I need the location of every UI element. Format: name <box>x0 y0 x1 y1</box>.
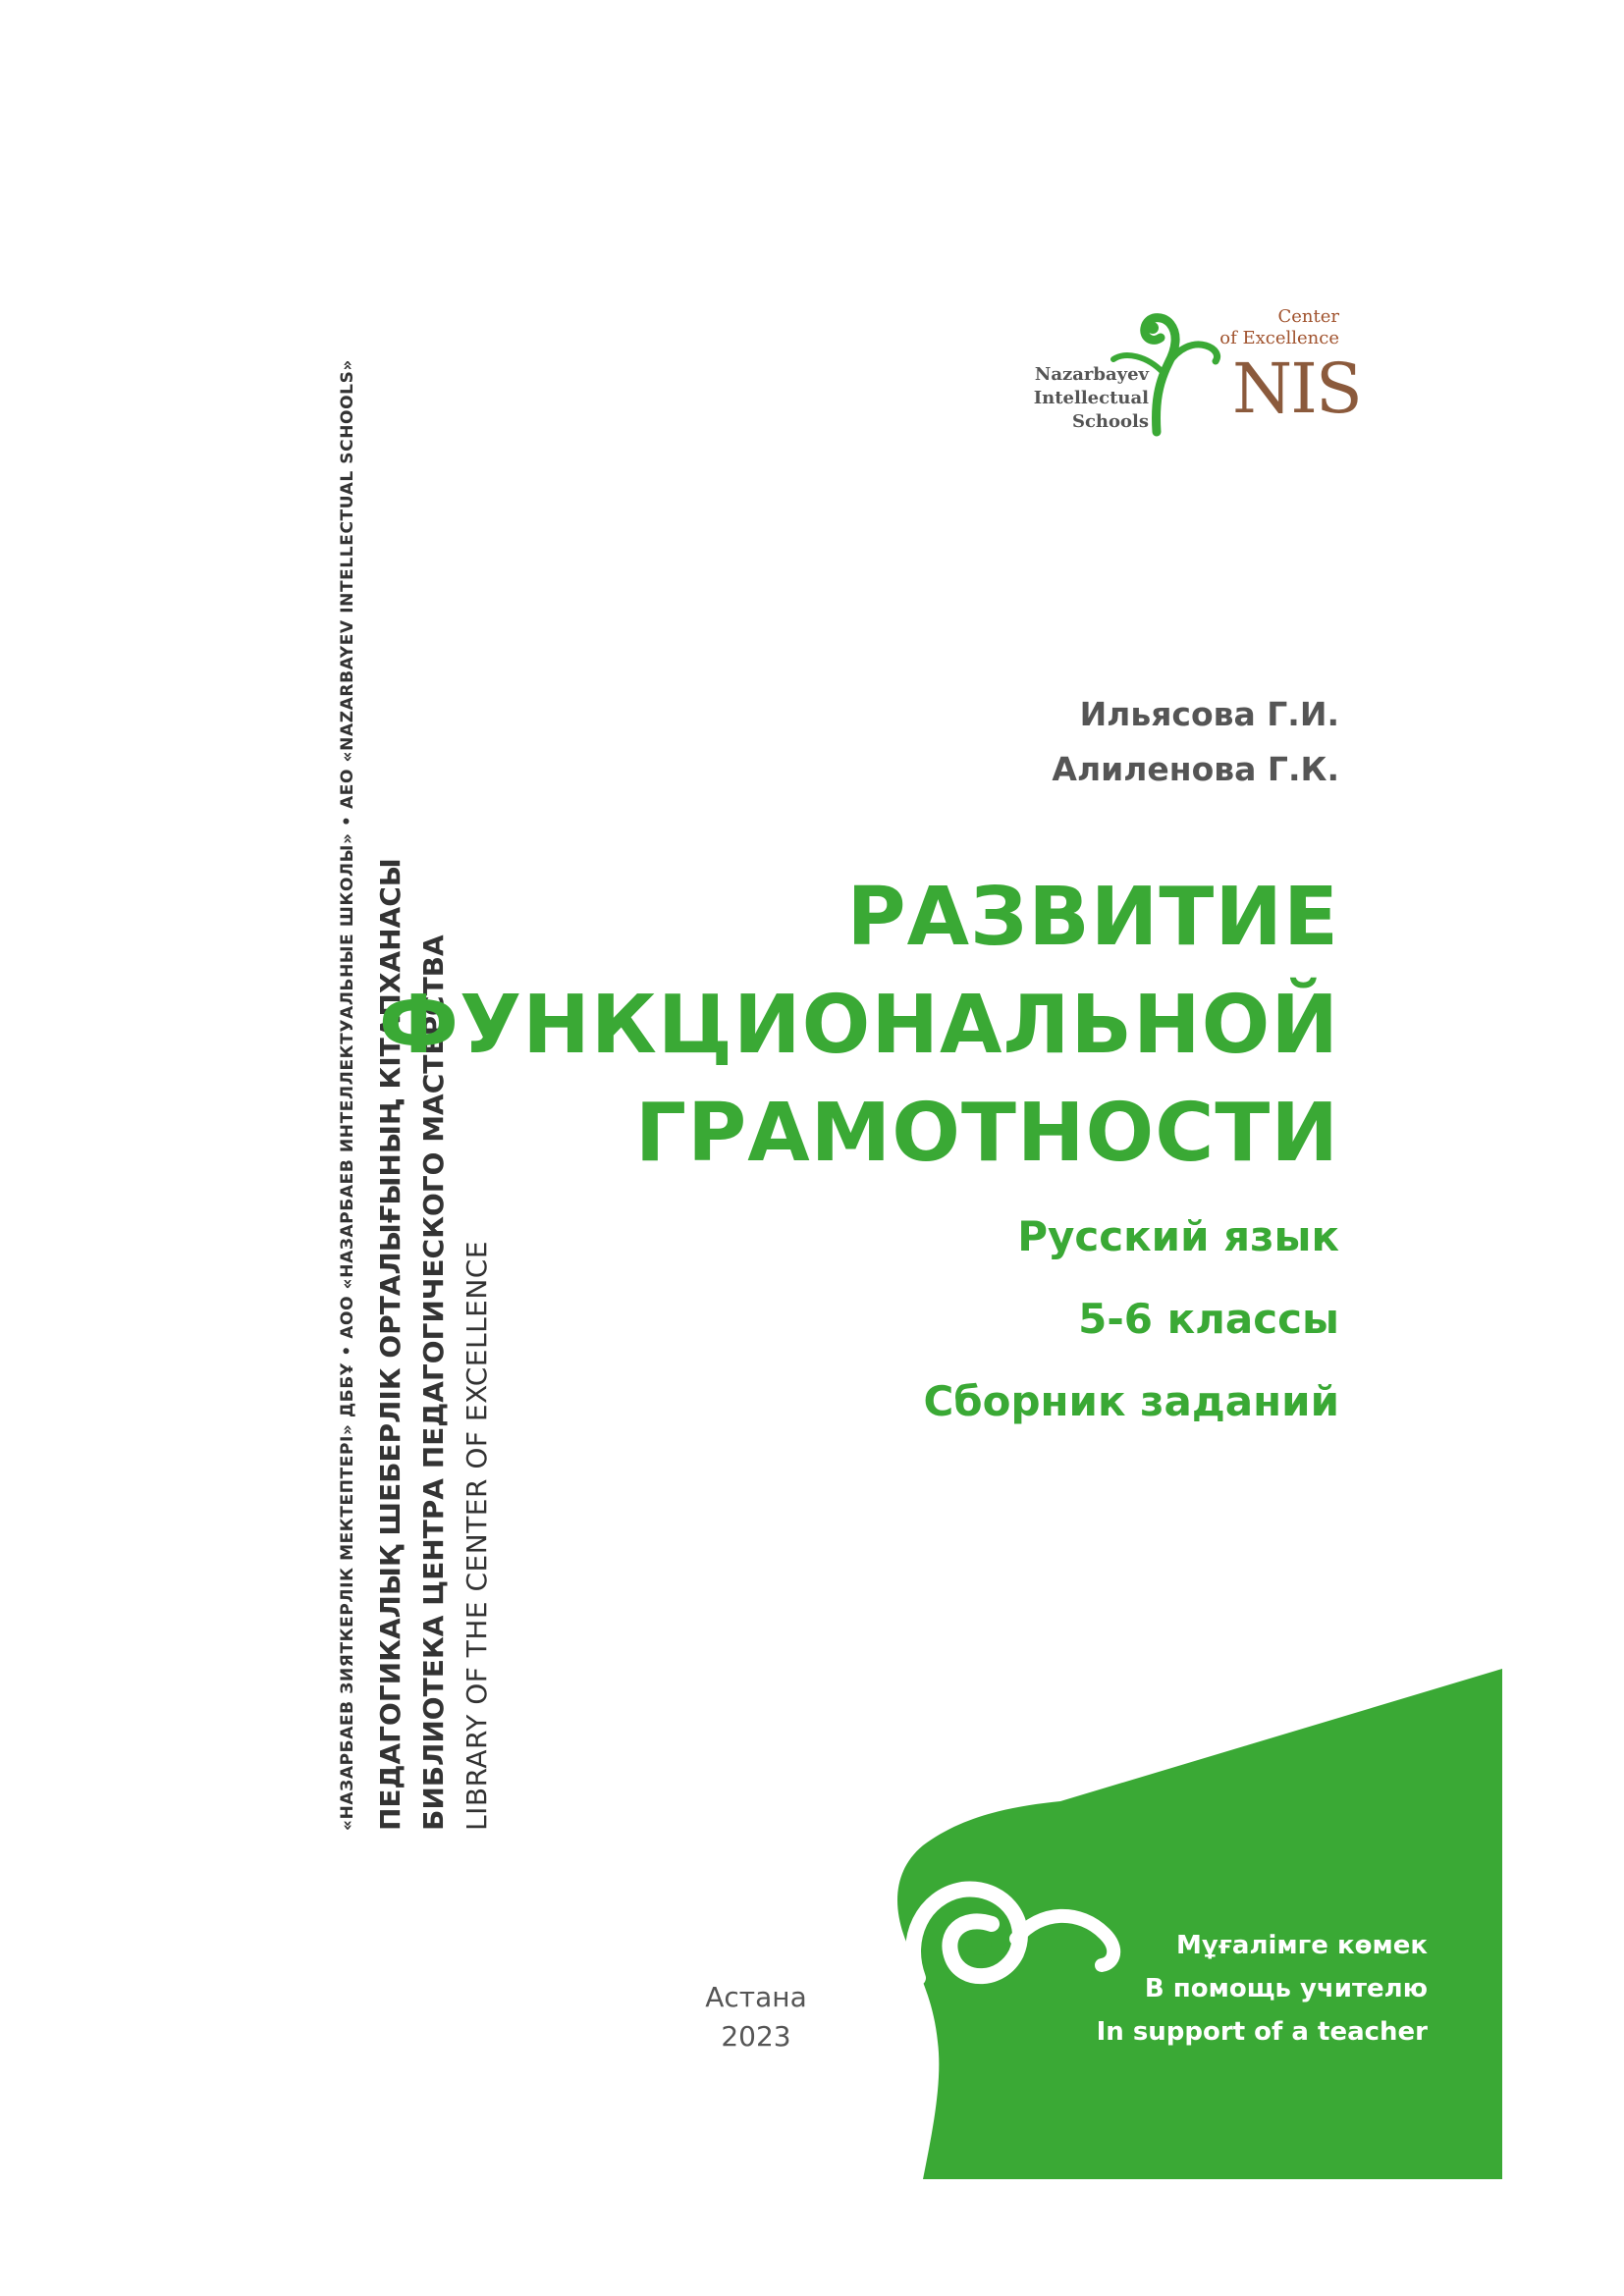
logo-nis-wordmark: NIS <box>1232 348 1361 429</box>
banner-line-kazakh: Мұғалімге көмек <box>1175 1931 1428 1960</box>
logo-name-line-3: Schools <box>1071 411 1149 432</box>
logo-name-line-2: Intellectual <box>1033 388 1149 408</box>
logo-name-line-1: Nazarbayev <box>1034 364 1149 385</box>
subtitle-type: Сборник заданий <box>923 1377 1339 1425</box>
subtitle-subject: Русский язык <box>1017 1212 1339 1260</box>
book-subtitle <box>923 1196 1339 1443</box>
author-1: Ильясова Г.И. <box>1079 695 1339 733</box>
title-line-2: ФУНКЦИОНАЛЬНОЙ <box>378 979 1339 1072</box>
spine-line-organization: «НАЗАРБАЕВ ЗИЯТКЕРЛІК МЕКТЕПТЕРІ» ДББҰ • АОО «НАЗАРБАЕВ ИНТЕЛЛЕКТУАЛЬНЫЕ ШКОЛЫ» • АЕО «NAZARBAYEV INTELLECTUAL SCHOOLS» <box>338 358 357 1831</box>
authors-block <box>1052 687 1339 797</box>
spine-line-kazakh: ПЕДАГОГИКАЛЫҚ ШЕБЕРЛІК ОРТАЛЫҒЫНЫҢ КІТАПХАНАСЫ <box>374 858 406 1831</box>
book-title <box>379 864 1339 1188</box>
nis-logo <box>1031 294 1361 442</box>
spine-line-english: LIBRARY OF THE CENTER OF EXCELLENCE <box>460 1240 493 1831</box>
title-line-1: РАЗВИТИЕ <box>846 871 1339 964</box>
banner-line-russian: В помощь учителю <box>1144 1974 1428 2003</box>
logo-school-name <box>1034 363 1149 434</box>
logo-coe-line-1: Center <box>1277 306 1339 327</box>
banner-text <box>1097 1924 1428 2054</box>
subtitle-grades: 5-6 классы <box>1078 1295 1339 1343</box>
imprint-city: Астана <box>705 1981 807 2013</box>
logo-coe-line-2: of Excellence <box>1219 328 1339 348</box>
imprint <box>687 1978 825 2056</box>
imprint-year: 2023 <box>721 2020 791 2053</box>
banner-line-english: In support of a teacher <box>1096 2017 1428 2047</box>
title-line-3: ГРАМОТНОСТИ <box>634 1087 1339 1180</box>
spine-line-russian: БИБЛИОТЕКА ЦЕНТРА ПЕДАГОГИЧЕСКОГО МАСТЕРСТВА <box>417 934 450 1831</box>
author-2: Алиленова Г.К. <box>1052 750 1339 788</box>
logo-center-of-excellence <box>1219 306 1339 349</box>
